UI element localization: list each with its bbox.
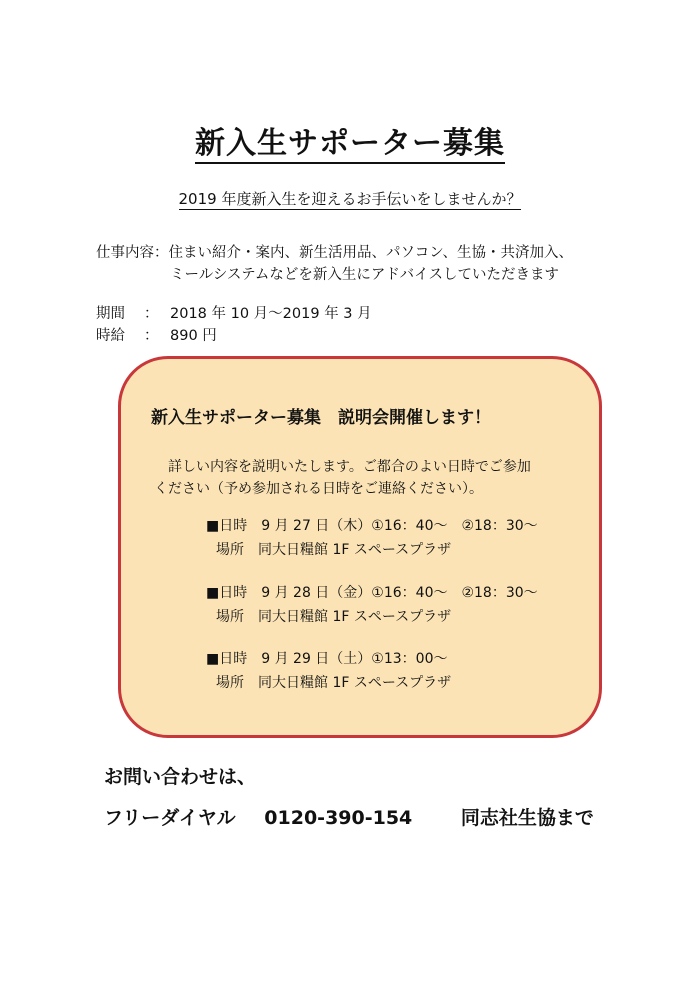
session-3 <box>206 647 451 695</box>
session-3-datetime: ■日時 9 月 29 日（土）①13：00～ <box>206 651 448 667</box>
session-2 <box>206 581 538 629</box>
contact-details <box>104 803 594 830</box>
term-wage-value: 890 円 <box>170 328 217 344</box>
term-period-label: 期間 <box>96 306 125 322</box>
info-session-intro-line-2: ください（予め参加される日時をご連絡ください）。 <box>154 481 483 497</box>
term-period-colon: ： <box>144 306 159 322</box>
info-session-box <box>118 356 602 738</box>
page-title-text: 新入生サポーター募集 <box>195 126 505 164</box>
term-wage <box>96 325 372 347</box>
term-period <box>96 303 372 325</box>
session-1 <box>206 514 538 562</box>
employment-terms <box>96 303 372 347</box>
info-session-intro-line-1: 詳しい内容を説明いたします。ご都合のよい日時でご参加 <box>168 459 531 475</box>
organization-name: 同志社生協まで <box>460 807 594 829</box>
phone-number: 0120-390-154 <box>264 807 413 829</box>
session-1-datetime: ■日時 9 月 27 日（木）①16：40～ ②18：30～ <box>206 518 538 534</box>
subtitle <box>0 188 700 209</box>
session-2-datetime: ■日時 9 月 28 日（金）①16：40～ ②18：30～ <box>206 585 538 601</box>
job-description <box>96 242 573 286</box>
subtitle-text: 2019 年度新入生を迎えるお手伝いをしませんか？ <box>178 190 522 208</box>
term-wage-label: 時給 <box>96 328 125 344</box>
job-description-line-2: ミールシステムなどを新入生にアドバイスしていただきます <box>170 267 559 283</box>
session-1-place: 場所 同大日糧館 1F スペースプラザ <box>216 542 452 558</box>
info-session-intro <box>154 456 531 500</box>
term-wage-colon: ： <box>144 328 159 344</box>
session-2-place: 場所 同大日糧館 1F スペースプラザ <box>216 609 452 625</box>
free-dial-label: フリーダイヤル <box>104 807 236 829</box>
info-session-title: 新入生サポーター募集 説明会開催します！ <box>151 408 491 428</box>
session-3-place: 場所 同大日糧館 1F スペースプラザ <box>216 675 452 691</box>
term-period-value: 2018 年 10 月～2019 年 3 月 <box>170 306 372 322</box>
job-description-line-1: 仕事内容：住まい紹介・案内、新生活用品、パソコン、生協・共済加入、 <box>96 245 574 261</box>
page-title <box>0 118 700 162</box>
contact-heading: お問い合わせは、 <box>104 766 257 788</box>
